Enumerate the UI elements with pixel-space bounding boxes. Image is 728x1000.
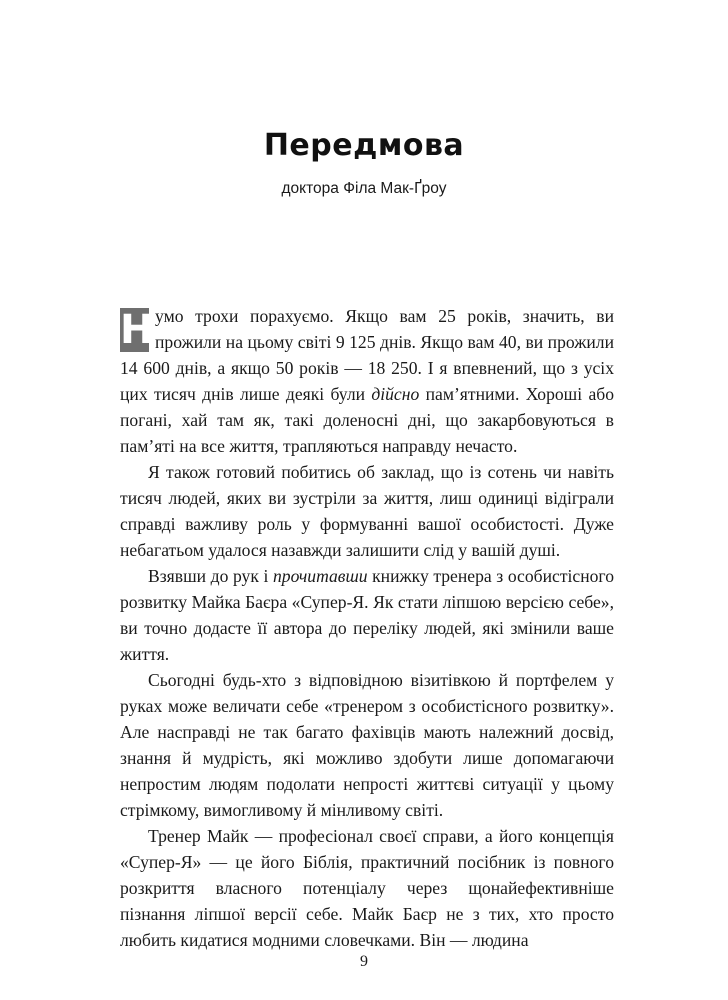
paragraph-3-text-start: Взявши до рук і [148, 566, 273, 586]
paragraph-2: Я також готовий побитись об заклад, що із сотень чи навіть тисяч людей, яких ви зустріли за життя, лиш одиниці відіграли справді важливу роль у формуванні вашої особистості. Дуже небагатьом удалося назавжди залишити слід у вашій душі. [120, 462, 614, 560]
drop-cap: Н [120, 307, 154, 353]
paragraph-3 [120, 563, 614, 667]
author-subtitle: доктора Філа Мак-Ґроу [281, 180, 447, 197]
page-number: 9 [360, 953, 368, 970]
paragraph-5: Тренер Майк — професіонал своєї справи, а його концепція «Супер-Я» — це його Біблія, практичний посібник із повного розкриття власного потенціалу через щонайефективніше пізнання ліпшої версії себе. Майк Баєр не з тих, хто просто любить кидатися модними словечками. Він — людина [120, 826, 614, 950]
paragraph-1-text-start: умо трохи порахуємо. Якщо вам 25 років, значить, ви прожили на цьому світі 9 125 днів. Якщо вам 40, ви прожили 14 600 днів, а якщо 50 років — 18 250. І я впевнений, що з усіх цих тисяч днів лише деякі були [120, 306, 614, 404]
emphasis-text: прочитавши [272, 566, 368, 586]
paragraph-3-text-end: книжку тренера з особистісного розвитку Майка Баєра «Супер-Я. Як стати ліпшою версією себе», ви точно додасте її автора до переліку людей, які змінили ваше життя. [120, 566, 615, 664]
paragraph-1 [120, 303, 614, 459]
paragraph-1-text-end: пам’ятними. Хороші або погані, хай там як, такі доленосні дні, що закарбовуються в пам’яті на все життя, трапляються направду нечасто. [120, 384, 614, 456]
emphasis-text: дійсно [371, 384, 420, 404]
page-title: Передмова [263, 128, 465, 163]
body-text [120, 303, 614, 953]
paragraph-4: Сьогодні будь-хто з відповідною візитівкою й портфелем у руках може величати себе «тренером з особистісного розвитку». Але насправді не так багато фахівців мають належний досвід, знання й мудрість, які можливо здобути лише допомагаючи непростим людям подолати непрості життєві ситуації у цьому стрімкому, вимогливому й мінливому світі. [120, 670, 614, 820]
